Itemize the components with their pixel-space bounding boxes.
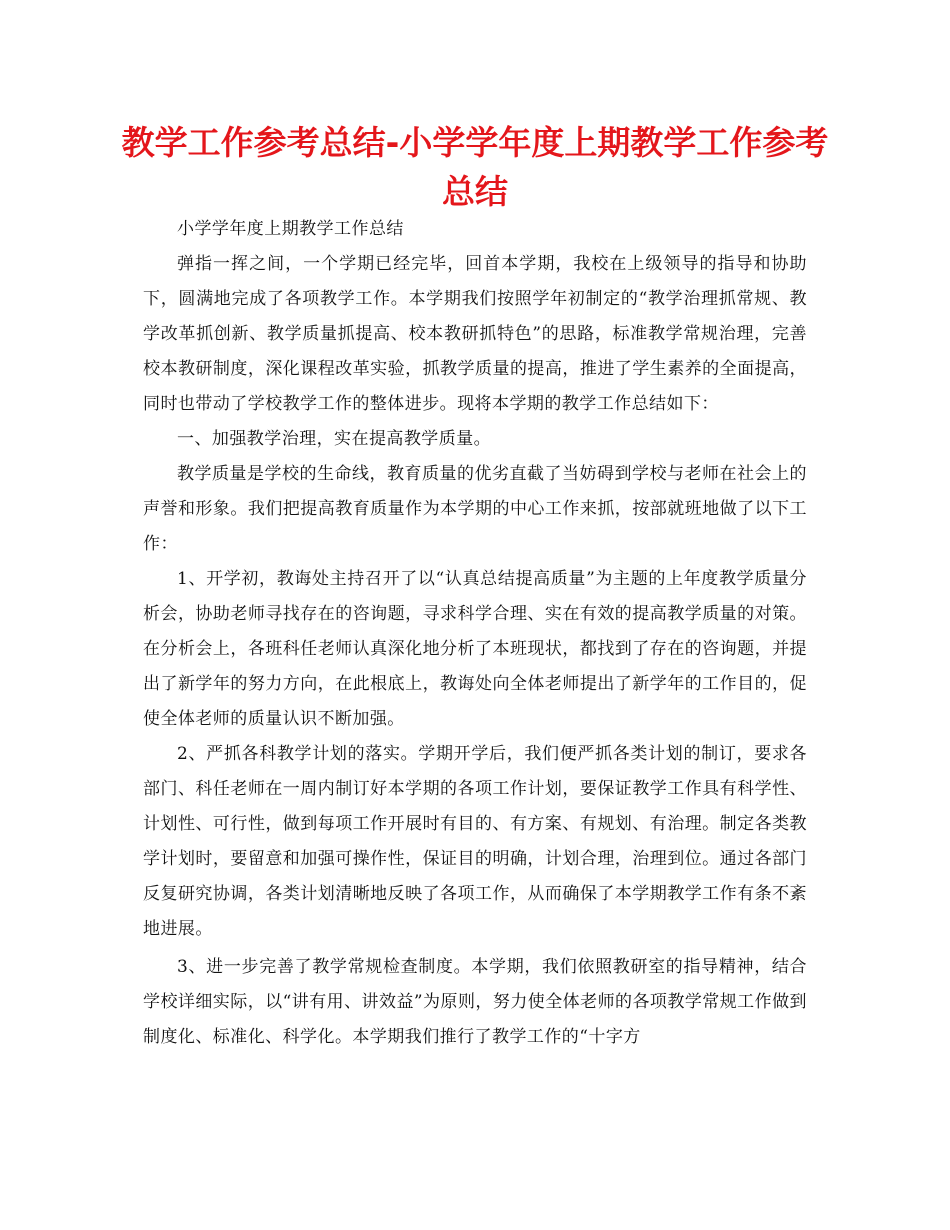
section-heading-1: 一、加强教学治理，实在提高教学质量。 [177,429,492,449]
paragraph-item-2: 2、严抓各科教学计划的落实。学期开学后，我们便严抓各类计划的制订，要求各部门、科任老师在一周内制订好本学期的各项工作计划，要保证教学工作具有科学性、计划性、可行性，做到每项工作开展时有目的、有方案、有规划、有治理。制定各类教学计划时，要留意和加强可操作性，保证目的明确，计划合理，治理到位。通过各部门反复研究协调，各类计划清晰地反映了各项工作，从而确保了本学期教学工作有条不紊地进展。 [143,744,807,939]
document-subtitle: 小学学年度上期教学工作总结 [177,219,404,239]
paragraph-quality: 教学质量是学校的生命线，教育质量的优劣直截了当妨碍到学校与老师在社会上的声誉和形象。我们把提高教育质量作为本学期的中心工作来抓，按部就班地做了以下工作： [143,464,807,554]
document-title: 教学工作参考总结-小学学年度上期教学工作参考总结 [121,123,829,211]
document-body [143,212,807,1055]
paragraph-intro: 弹指一挥之间，一个学期已经完毕，回首本学期，我校在上级领导的指导和协助下，圆满地完成了各项教学工作。本学期我们按照学年初制定的“教学治理抓常规、教学改革抓创新、教学质量抓提高、校本教研抓特色”的思路，标准教学常规治理，完善校本教研制度，深化课程改革实验，抓教学质量的提高，推进了学生素养的全面提高，同时也带动了学校教学工作的整体进步。现将本学期的教学工作总结如下： [143,254,807,414]
paragraph-item-1: 1、开学初，教诲处主持召开了以“认真总结提高质量”为主题的上年度教学质量分析会，协助老师寻找存在的咨询题，寻求科学合理、实在有效的提高教学质量的对策。在分析会上，各班科任老师认真深化地分析了本班现状，都找到了存在的咨询题，并提出了新学年的努力方向，在此根底上，教诲处向全体老师提出了新学年的工作目的，促使全体老师的质量认识不断加强。 [143,569,807,729]
paragraph-item-3: 3、进一步完善了教学常规检查制度。本学期，我们依照教研室的指导精神，结合学校详细实际，以“讲有用、讲效益”为原则，努力使全体老师的各项教学常规工作做到制度化、标准化、科学化。本学期我们推行了教学工作的“十字方 [143,957,807,1047]
